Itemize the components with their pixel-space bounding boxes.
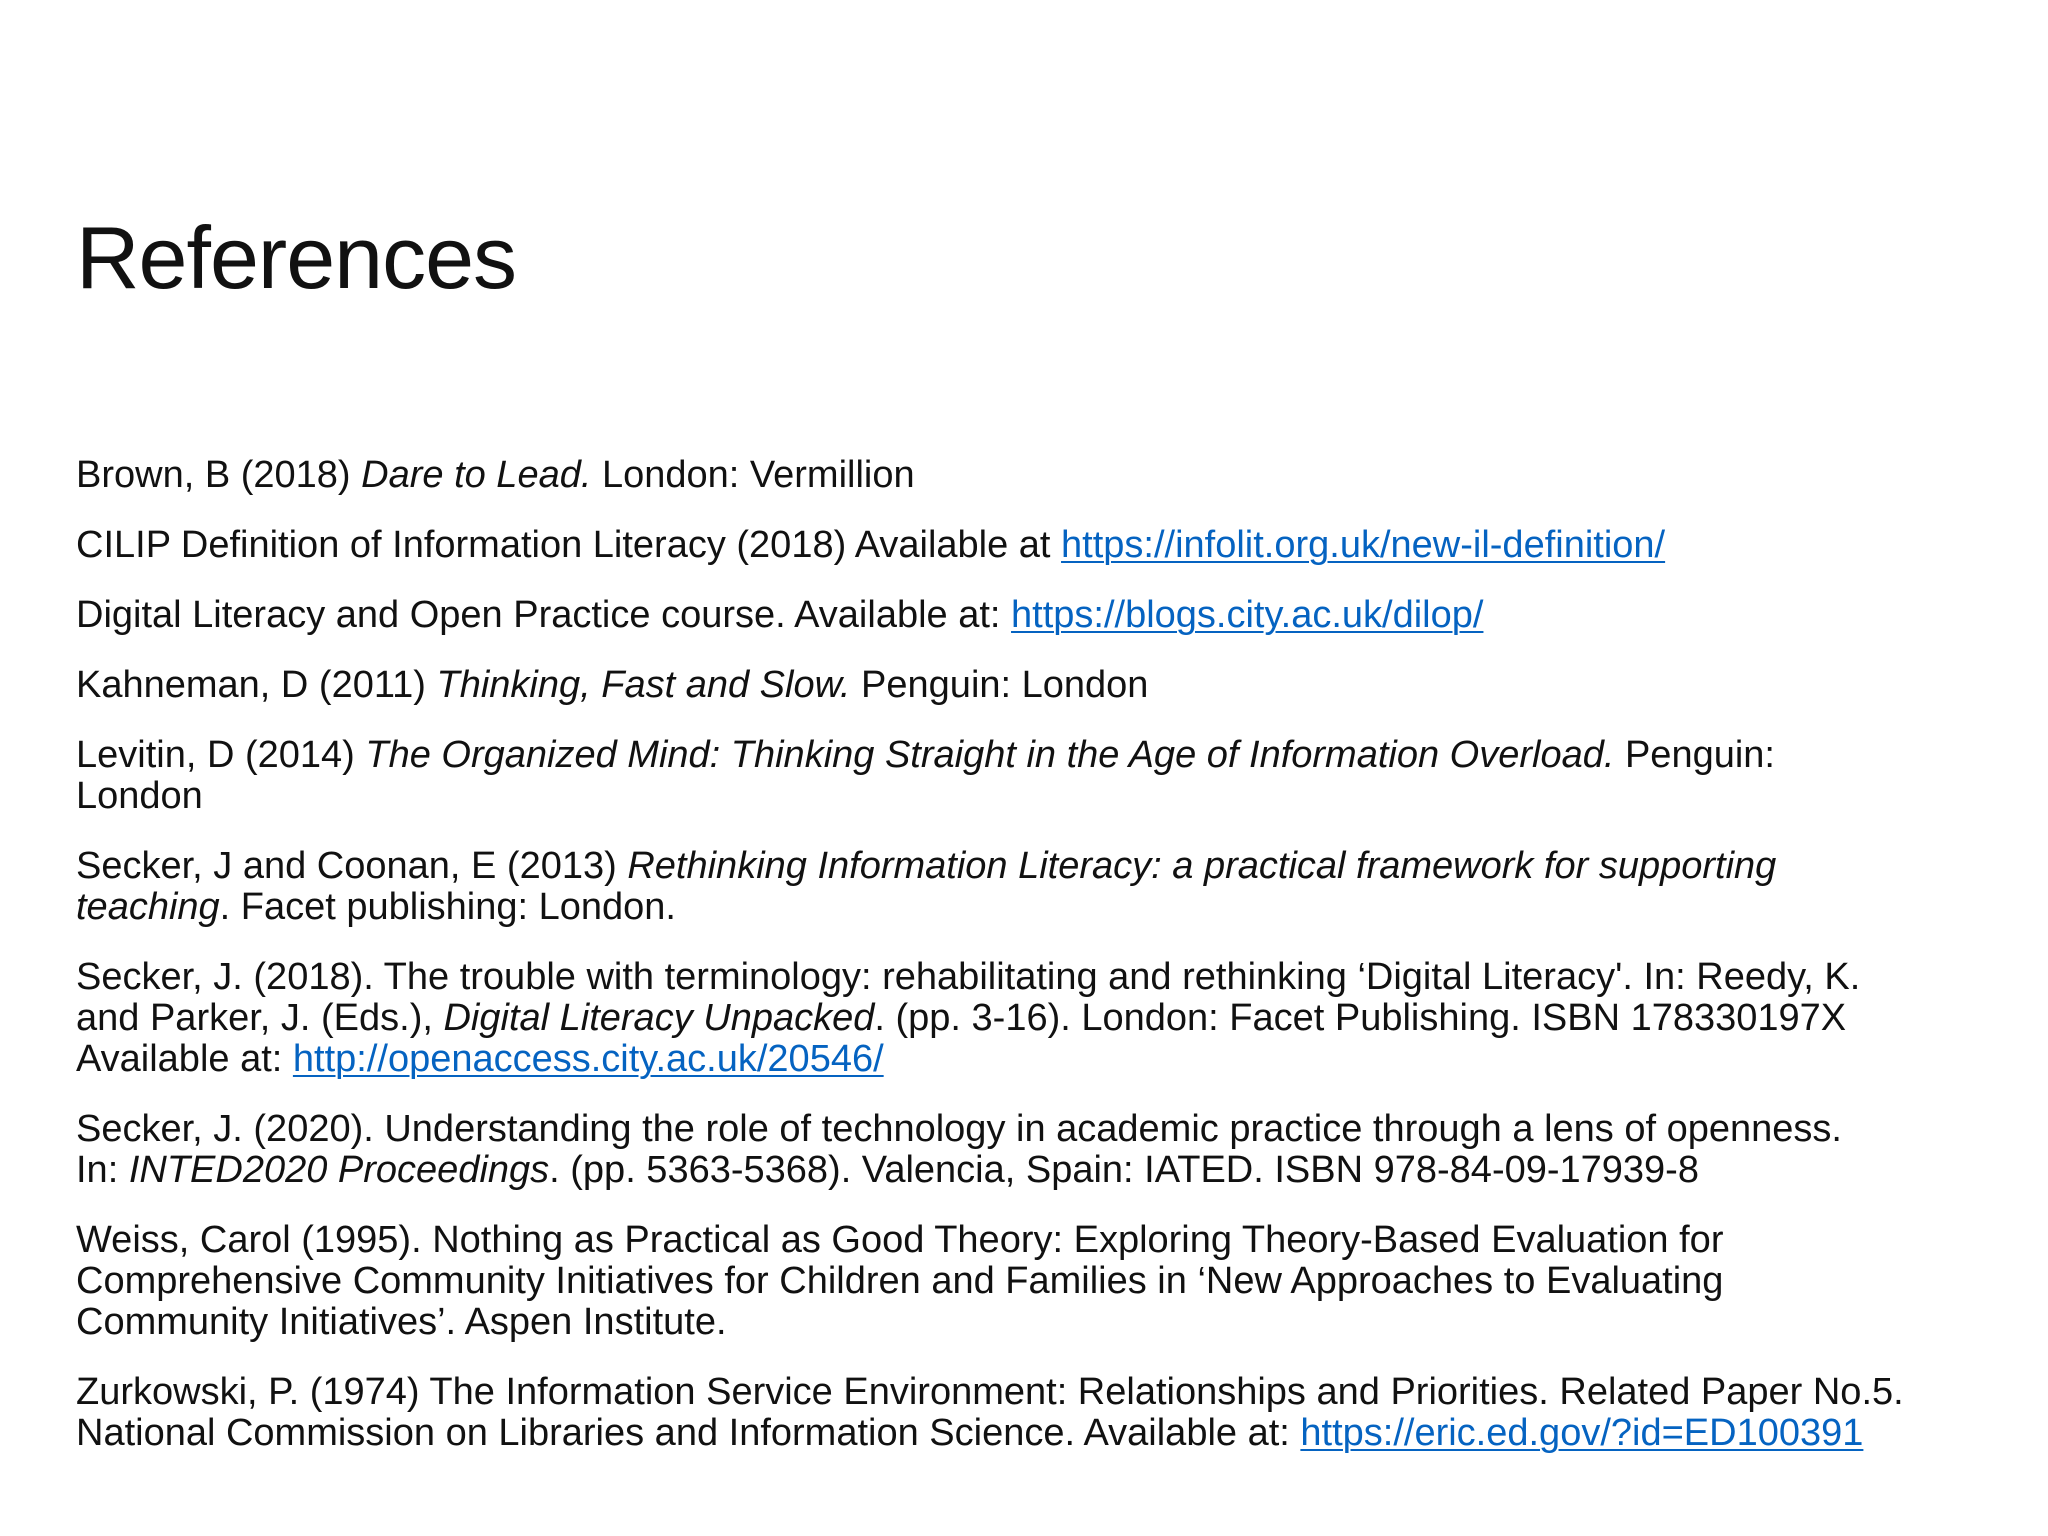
reference-item-kahneman <box>76 665 1976 706</box>
reference-text: Secker, J. (2020). Understanding the role of technology in academic practice through a lens of openness. <box>76 1108 1842 1150</box>
page-title: References <box>76 208 517 307</box>
reference-text: National Commission on Libraries and Information Science. Available at: <box>76 1412 1301 1454</box>
reference-item-dilop <box>76 595 1976 636</box>
reference-item-weiss <box>76 1220 1976 1343</box>
reference-item-cilip <box>76 525 1976 566</box>
reference-item-zurkowski <box>76 1372 1976 1454</box>
reference-text: Available at: <box>76 1038 293 1080</box>
reference-title: The Organized Mind: Thinking Straight in the Age of Information Overload. <box>365 734 1615 776</box>
reference-link[interactable]: https://eric.ed.gov/?id=ED100391 <box>1300 1412 1864 1454</box>
reference-text: Comprehensive Community Initiatives for Children and Families in ‘New Approaches to Evaluating <box>76 1260 1724 1302</box>
reference-text: In: <box>76 1149 129 1191</box>
reference-text: CILIP Definition of Information Literacy (2018) Available at <box>76 524 1062 566</box>
reference-text: Secker, J and Coonan, E (2013) <box>76 845 628 887</box>
reference-title: INTED2020 Proceedings <box>128 1149 550 1191</box>
reference-list <box>76 455 1976 1483</box>
reference-text: Kahneman, D (2011) <box>76 664 437 706</box>
reference-title: Dare to Lead. <box>361 454 592 496</box>
reference-text: Levitin, D (2014) <box>76 734 366 776</box>
reference-text: Brown, B (2018) <box>76 454 362 496</box>
reference-item-secker-2018 <box>76 957 1976 1080</box>
reference-text: . (pp. 3-16). London: Facet Publishing. ISBN 178330197X <box>874 997 1847 1039</box>
reference-text: Secker, J. (2018). The trouble with terminology: rehabilitating and rethinking ‘Digital Literacy'. In: Reedy, K. <box>76 956 1861 998</box>
reference-item-secker-coonan <box>76 846 1976 928</box>
reference-text: . (pp. 5363-5368). Valencia, Spain: IATED. ISBN 978-84-09-17939-8 <box>549 1149 1699 1191</box>
reference-item-secker-2020 <box>76 1109 1976 1191</box>
reference-text: Community Initiatives’. Aspen Institute. <box>76 1301 727 1343</box>
reference-item-brown <box>76 455 1976 496</box>
reference-text: Weiss, Carol (1995). Nothing as Practical as Good Theory: Exploring Theory-Based Evaluation for <box>76 1219 1724 1261</box>
reference-text: Penguin: London <box>850 664 1149 706</box>
reference-item-levitin <box>76 735 1976 817</box>
reference-text: Penguin: <box>1614 734 1775 776</box>
reference-text: and Parker, J. (Eds.), <box>76 997 444 1039</box>
reference-link[interactable]: https://blogs.city.ac.uk/dilop/ <box>1011 594 1484 636</box>
reference-link[interactable]: https://infolit.org.uk/new-il-definition/ <box>1061 524 1666 566</box>
reference-text: . Facet publishing: London. <box>219 886 676 928</box>
reference-text: Digital Literacy and Open Practice course. Available at: <box>76 594 1012 636</box>
reference-title: Digital Literacy Unpacked <box>443 997 875 1039</box>
reference-link[interactable]: http://openaccess.city.ac.uk/20546/ <box>292 1038 884 1080</box>
reference-title: Thinking, Fast and Slow. <box>436 664 851 706</box>
reference-text: London: Vermillion <box>591 454 915 496</box>
reference-text: Zurkowski, P. (1974) The Information Service Environment: Relationships and Priorities. Related Paper No.5. <box>76 1371 1904 1413</box>
reference-title: teaching <box>76 886 220 928</box>
reference-title: Rethinking Information Literacy: a practical framework for supporting <box>627 845 1777 887</box>
reference-text: London <box>76 775 203 817</box>
